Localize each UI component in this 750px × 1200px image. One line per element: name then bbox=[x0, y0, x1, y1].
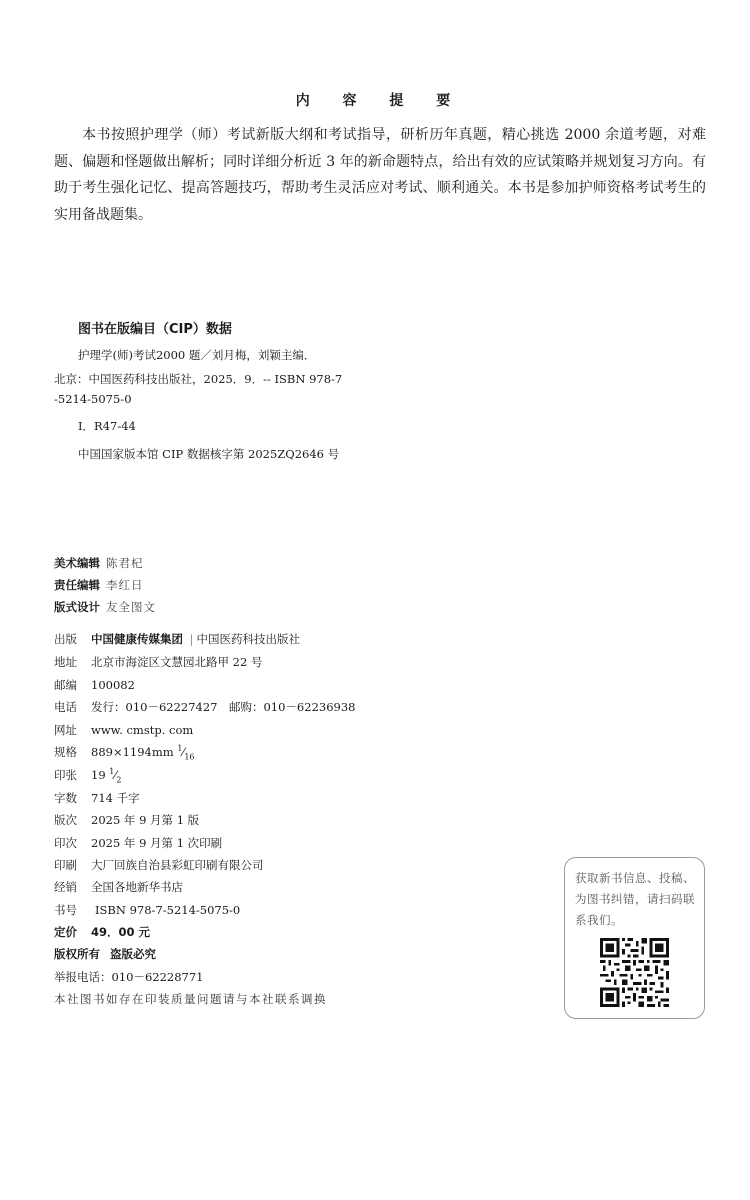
format-value: 889×1194mm bbox=[91, 745, 178, 759]
word-count-row bbox=[54, 790, 140, 806]
copyright-row bbox=[54, 946, 156, 962]
isbn-label: 书号 bbox=[54, 903, 77, 917]
format-label: 规格 bbox=[54, 745, 77, 759]
qr-code-icon bbox=[600, 938, 669, 1007]
publisher-name: 中国医药科技出版社 bbox=[196, 632, 301, 646]
price-value: 49．00 元 bbox=[91, 925, 151, 939]
staff-value: 李红日 bbox=[106, 578, 144, 592]
copyright-value: 盗版必究 bbox=[110, 947, 156, 961]
sheets-fraction-numerator: 1 bbox=[109, 767, 115, 777]
staff-art-editor bbox=[54, 555, 144, 571]
edition-row bbox=[54, 812, 199, 828]
price-label: 定价 bbox=[54, 925, 77, 939]
impression-row bbox=[54, 835, 222, 851]
sheets-label: 印张 bbox=[54, 768, 77, 782]
staff-label: 版式设计 bbox=[54, 600, 100, 614]
cip-record-number: 中国国家版本馆 CIP 数据核字第 2025ZQ2646 号 bbox=[78, 447, 340, 461]
copyright-label: 版权所有 bbox=[54, 947, 100, 961]
postcode-value: 100082 bbox=[91, 678, 135, 692]
distributor-row bbox=[54, 879, 183, 895]
isbn-row bbox=[54, 902, 240, 918]
impression-label: 印次 bbox=[54, 836, 77, 850]
edition-label: 版次 bbox=[54, 813, 77, 827]
phone-row bbox=[54, 699, 355, 715]
word-count-value: 714 千字 bbox=[91, 791, 140, 805]
staff-value: 友全图文 bbox=[106, 600, 156, 614]
publisher-separator: | bbox=[189, 632, 194, 646]
summary-paragraph: 本书按照护理学（师）考试新版大纲和考试指导，研析历年真题，精心挑选 2000 余道考题，对难题、偏题和怪题做出解析；同时详细分析近 3 年的新命题特点，给出有效的应试策略并规划复习方向。有助于考生强化记忆、提高答题技巧，帮助考生灵活应对考试、顺利通关。本书是参加护师资格考试考生的实用备战题集。 bbox=[54, 127, 706, 223]
publisher-row bbox=[54, 631, 300, 647]
word-count-label: 字数 bbox=[54, 791, 77, 805]
distributor-label: 经销 bbox=[54, 880, 77, 894]
format-fraction-numerator: 1 bbox=[177, 744, 183, 754]
address-row bbox=[54, 654, 262, 670]
cip-isbn-continuation: -5214-5075-0 bbox=[54, 392, 132, 406]
qr-panel-text: 获取新书信息、投稿、为图书纠错，请扫码联系我们。 bbox=[575, 871, 695, 927]
qr-contact-panel bbox=[564, 857, 705, 1019]
website-value: www. cmstp. com bbox=[91, 723, 194, 737]
cip-classification: Ⅰ．R47-44 bbox=[78, 419, 136, 433]
postcode-label: 邮编 bbox=[54, 678, 77, 692]
staff-label: 美术编辑 bbox=[54, 556, 100, 570]
sheets-fraction-slash: ⁄ bbox=[114, 768, 117, 782]
format-fraction-denominator: 16 bbox=[184, 752, 195, 762]
cip-title-line: 护理学(师)考试2000 题／刘月梅，刘颖主编． bbox=[78, 348, 316, 362]
printer-row bbox=[54, 857, 264, 873]
address-label: 地址 bbox=[54, 655, 77, 669]
cip-publisher-line: 北京：中国医药科技出版社，2025．9．-- ISBN 978-7 bbox=[54, 372, 343, 386]
impression-value: 2025 年 9 月第 1 次印刷 bbox=[91, 836, 223, 850]
sheets-fraction-denominator: 2 bbox=[116, 775, 122, 785]
distributor-value: 全国各地新华书店 bbox=[91, 880, 183, 894]
format-fraction-slash: ⁄ bbox=[182, 745, 185, 759]
isbn-value: ISBN 978-7-5214-5075-0 bbox=[95, 903, 241, 917]
publisher-label: 出版 bbox=[54, 632, 77, 646]
format-row bbox=[54, 744, 195, 761]
staff-value: 陈君杞 bbox=[106, 556, 144, 570]
staff-responsible-editor bbox=[54, 577, 144, 593]
staff-label: 责任编辑 bbox=[54, 578, 100, 592]
website-label: 网址 bbox=[54, 723, 77, 737]
phone-label: 电话 bbox=[54, 700, 77, 714]
price-row bbox=[54, 924, 150, 940]
sheets-row bbox=[54, 767, 121, 784]
website-row bbox=[54, 722, 193, 738]
sheets-value: 19 bbox=[91, 768, 110, 782]
publisher-group: 中国健康传媒集团 bbox=[91, 632, 183, 646]
printer-label: 印刷 bbox=[54, 858, 77, 872]
phone-value: 发行：010－62227427 邮购：010－62236938 bbox=[91, 700, 356, 714]
summary-title: 内 容 提 要 bbox=[295, 93, 465, 109]
quality-notice: 本社图书如存在印装质量问题请与本社联系调换 bbox=[54, 992, 327, 1006]
report-phone-row: 举报电话：010－62228771 bbox=[54, 970, 204, 984]
address-value: 北京市海淀区文慧园北路甲 22 号 bbox=[91, 655, 263, 669]
edition-value: 2025 年 9 月第 1 版 bbox=[91, 813, 200, 827]
postcode-row bbox=[54, 677, 135, 693]
staff-layout-design bbox=[54, 599, 156, 615]
printer-value: 大厂回族自治县彩虹印刷有限公司 bbox=[91, 858, 264, 872]
cip-heading: 图书在版编目（CIP）数据 bbox=[78, 322, 232, 337]
